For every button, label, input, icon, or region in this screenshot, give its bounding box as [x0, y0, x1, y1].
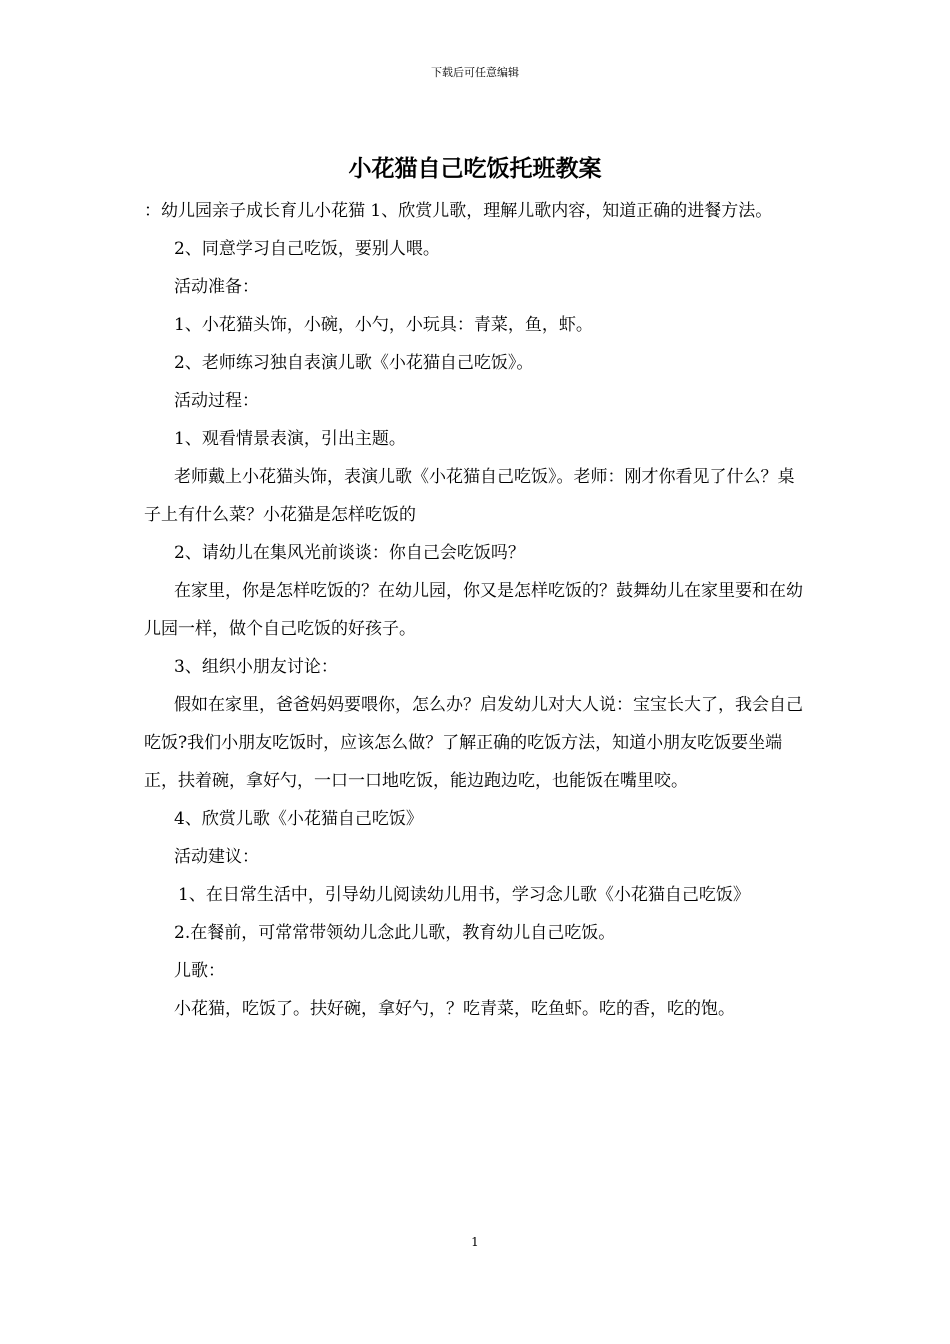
paragraph-preparation-1: 1、小花猫头饰，小碗，小勺，小玩具：青菜，鱼，虾。 — [174, 315, 593, 335]
paragraph-process-2: 2、请幼儿在集风光前谈谈：你自己会吃饭吗？ — [174, 543, 525, 563]
paragraph-process-2-detail: 在家里，你是怎样吃饭的？在幼儿园，你又是怎样吃饭的？鼓舞幼儿在家里要和在幼儿园一样，做个自己吃饭的好孩子。 — [144, 581, 803, 639]
paragraph-suggestion-1: 1、在日常生活中，引导幼儿阅读幼儿用书，学习念儿歌《小花猫自己吃饭》 — [178, 885, 750, 905]
heading-process: 活动过程： — [174, 391, 259, 411]
paragraph-rhyme: 小花猫，吃饭了。扶好碗，拿好勺，？吃青菜，吃鱼虾。吃的香，吃的饱。 — [174, 999, 735, 1019]
paragraph-process-1: 1、观看情景表演，引出主题。 — [174, 429, 406, 449]
header-note: 下载后可任意编辑 — [431, 66, 519, 79]
heading-suggestions: 活动建议： — [174, 847, 259, 867]
paragraph-process-1-detail: 老师戴上小花猫头饰，表演儿歌《小花猫自己吃饭》。老师：刚才你看见了什么？桌子上有什么菜？小花猫是怎样吃饭的 — [144, 467, 795, 525]
paragraph-objective-1: ：幼儿园亲子成长育儿小花猫 1、欣赏儿歌，理解儿歌内容，知道正确的进餐方法。 — [144, 201, 773, 221]
paragraph-objective-2: 2、同意学习自己吃饭，要别人喂。 — [174, 239, 440, 259]
document-title: 小花猫自己吃饭托班教案 — [348, 156, 602, 182]
paragraph-suggestion-2: 2.在餐前，可常常带领幼儿念此儿歌，教育幼儿自己吃饭。 — [174, 923, 616, 943]
paragraph-preparation-2: 2、老师练习独自表演儿歌《小花猫自己吃饭》。 — [174, 353, 534, 373]
heading-rhyme: 儿歌： — [174, 961, 225, 981]
page-number: 1 — [471, 1235, 479, 1249]
heading-preparation: 活动准备： — [174, 277, 259, 297]
document-body — [144, 192, 810, 1028]
paragraph-process-3: 3、组织小朋友讨论： — [174, 657, 338, 677]
paragraph-process-3-detail: 假如在家里，爸爸妈妈要喂你，怎么办？启发幼儿对大人说：宝宝长大了，我会自己吃饭?我们小朋友吃饭时，应该怎么做？了解正确的吃饭方法，知道小朋友吃饭要坐端正，扶着碗，拿好勺，一口一口地吃饭，能边跑边吃，也能饭在嘴里咬。 — [144, 695, 803, 791]
paragraph-process-4: 4、欣赏儿歌《小花猫自己吃饭》 — [174, 809, 423, 829]
